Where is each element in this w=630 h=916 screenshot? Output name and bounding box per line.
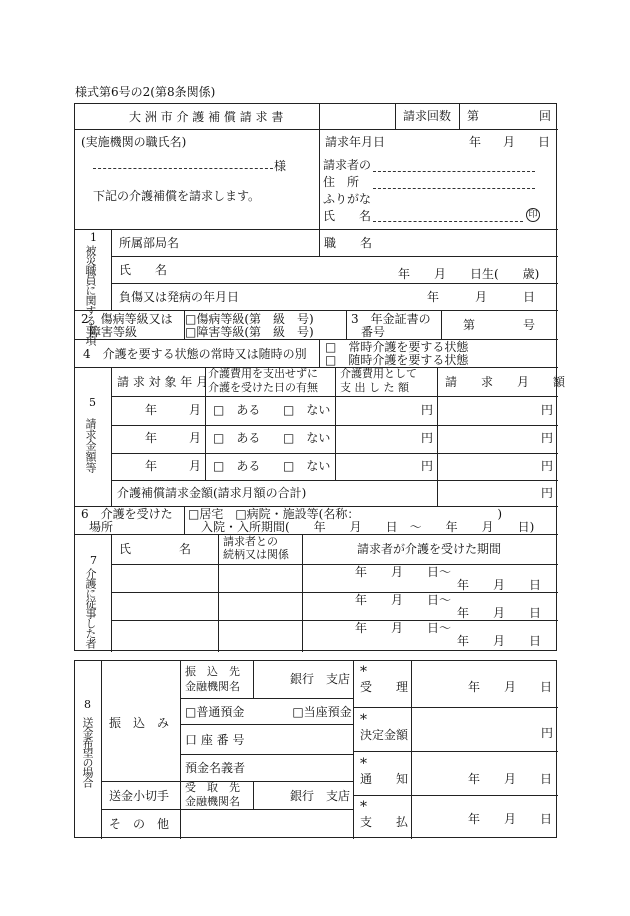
received-date: 年 月 日: [468, 680, 553, 694]
constant-care-option[interactable]: □ 常時介護を要する状態: [325, 340, 469, 354]
section5-title: 請求金額等: [84, 418, 97, 473]
decided-yen: 円: [541, 726, 554, 740]
claim-date-day: 日: [538, 135, 551, 149]
disability-grade-option[interactable]: □障害等級(第 級 号): [185, 325, 314, 339]
claim-date-month: 月: [503, 135, 516, 149]
claim-form: [74, 103, 566, 651]
decided-label: 決定金額: [360, 728, 409, 742]
transfer-label: 振 込 み: [109, 716, 170, 730]
row3-yes[interactable]: □ ある: [213, 459, 261, 473]
row3-yen1: 円: [421, 459, 434, 473]
section8-number: 8: [84, 698, 91, 711]
row2-month: 月: [189, 431, 202, 445]
caregiver-name-header: 氏 名: [119, 542, 192, 556]
paid-star: *: [360, 799, 367, 815]
request-count-suffix: 回: [539, 109, 552, 123]
victim-name-label: 氏 名: [119, 263, 168, 277]
row1-yen1: 円: [421, 403, 434, 417]
receiving-bank-value[interactable]: 銀行 支店: [290, 789, 351, 803]
row3-year: 年: [145, 459, 158, 473]
section3-label: 3 年金証書の: [351, 312, 431, 326]
form-title: 大 洲 市 介 護 補 償 請 求 書: [129, 110, 284, 124]
care-place-options[interactable]: □居宅 □病院・施設等(名称： ): [188, 507, 503, 521]
no-expense-header-2: 介護を受けた日の有無: [208, 381, 318, 394]
row1-month: 月: [189, 403, 202, 417]
claimant-label: 請求者の: [323, 158, 372, 172]
row3-yen2: 円: [541, 459, 554, 473]
period2-from: 年 月 日～: [355, 593, 452, 607]
row1-yes[interactable]: □ ある: [213, 403, 261, 417]
deposit-type-options[interactable]: □普通預金 □当座預金: [185, 705, 352, 719]
section5-number: 5: [89, 396, 96, 409]
dept-label: 所属部局名: [119, 236, 180, 250]
receiving-bank-label-2: 金融機関名: [185, 795, 240, 808]
receiving-bank-label: 受 取 先: [185, 781, 240, 794]
section7-title: 介護に従事した者: [84, 568, 97, 648]
request-count-prefix: 第: [467, 109, 480, 123]
notified-star: *: [360, 756, 367, 772]
job-label: 職 名: [324, 236, 373, 250]
expense-header: 介護費用として: [340, 367, 417, 380]
section8-title: 送金希望の場合: [81, 717, 94, 787]
row3-no[interactable]: □ ない: [283, 459, 331, 473]
row2-year: 年: [145, 431, 158, 445]
seal-mark: 印: [526, 208, 540, 222]
total-label: 介護補償請求金額(請求月額の合計): [117, 486, 307, 500]
notified-label: 通 知: [360, 772, 409, 786]
honorific: 様: [274, 159, 287, 173]
section6-label-2: 場所: [89, 520, 114, 534]
section2-label-2: 障害等級: [89, 325, 138, 339]
section1-number: 1: [90, 231, 97, 244]
row1-yen2: 円: [541, 403, 554, 417]
agency-label: (実施機関の職氏名): [81, 135, 187, 149]
no-expense-header: 介護費用を支出せずに: [208, 367, 318, 380]
row3-month: 月: [189, 459, 202, 473]
birth-date: 年 月 日生( 歳): [398, 267, 540, 281]
notified-date: 年 月 日: [468, 772, 553, 786]
form-number: 様式第6号の2(第8条関係): [75, 85, 216, 99]
shimei-label: 氏 名: [323, 209, 372, 223]
section1-title: 被災職員に関する事項: [84, 245, 97, 345]
request-text: 下記の介護補償を請求します。: [93, 189, 261, 203]
paid-date: 年 月 日: [468, 812, 553, 826]
period3-from: 年 月 日～: [355, 621, 452, 635]
relationship-header: 請求者との: [223, 535, 278, 548]
account-name-label: 預金名義者: [185, 761, 246, 775]
section7-number: 7: [90, 554, 97, 567]
row1-year: 年: [145, 403, 158, 417]
row2-no[interactable]: □ ない: [283, 431, 331, 445]
period3-to: 年 月 日: [457, 634, 542, 648]
remittance-check-label: 送金小切手: [109, 789, 170, 803]
period2-to: 年 月 日: [457, 606, 542, 620]
claim-date-year: 年: [469, 135, 482, 149]
other-label: そ の 他: [109, 817, 170, 831]
care-period-header: 請求者が介護を受けた期間: [357, 542, 502, 556]
occasional-care-option[interactable]: □ 随時介護を要する状態: [325, 353, 469, 367]
claim-date-label: 請求年月日: [325, 135, 386, 149]
received-label: 受 理: [360, 680, 409, 694]
total-yen: 円: [541, 486, 554, 500]
paid-label: 支 払: [360, 815, 409, 829]
remittance-form: [74, 660, 557, 838]
furigana-label: ふりがな: [323, 192, 372, 206]
row1-no[interactable]: □ ない: [283, 403, 331, 417]
bank-label: 振 込 先: [185, 665, 240, 678]
row2-yes[interactable]: □ ある: [213, 431, 261, 445]
pension-number: 第 号: [463, 318, 536, 332]
bank-value[interactable]: 銀行 支店: [290, 672, 351, 686]
bank-label-2: 金融機関名: [185, 680, 240, 693]
request-count-label: 請求回数: [403, 109, 452, 123]
section2-label: 2 傷病等級又は: [81, 312, 173, 326]
row2-yen2: 円: [541, 431, 554, 445]
expense-header-2: 支 出 し た 額: [340, 381, 409, 394]
agency-name-line[interactable]: [93, 168, 273, 169]
period1-to: 年 月 日: [457, 578, 542, 592]
monthly-amount-header: 請 求 月 額: [445, 375, 566, 389]
address-label: 住 所: [323, 175, 360, 189]
address-line[interactable]: [373, 188, 535, 189]
account-number-label: 口 座 番 号: [185, 733, 245, 747]
injury-label: 負傷又は発病の年月日: [119, 290, 240, 304]
row2-yen1: 円: [421, 431, 434, 445]
injury-grade-option[interactable]: □傷病等級(第 級 号): [185, 312, 314, 326]
decided-star: *: [360, 712, 367, 728]
admission-period: 入院・入所期間( 年 月 日 ～ 年 月 日): [201, 520, 535, 534]
section6-label: 6 介護を受けた: [81, 507, 173, 521]
injury-date: 年 月 日: [427, 290, 536, 304]
shimei-line[interactable]: [373, 221, 523, 222]
claimant-line[interactable]: [373, 171, 535, 172]
received-star: *: [360, 664, 367, 680]
relationship-header-2: 続柄又は関係: [223, 548, 289, 561]
target-month-header: 請 求 対 象 年 月: [117, 375, 209, 389]
section4-label: 4 介護を要する状態の常時又は随時の別: [83, 347, 307, 361]
period1-from: 年 月 日～: [355, 565, 452, 579]
section3-label-2: 番号: [361, 325, 386, 339]
